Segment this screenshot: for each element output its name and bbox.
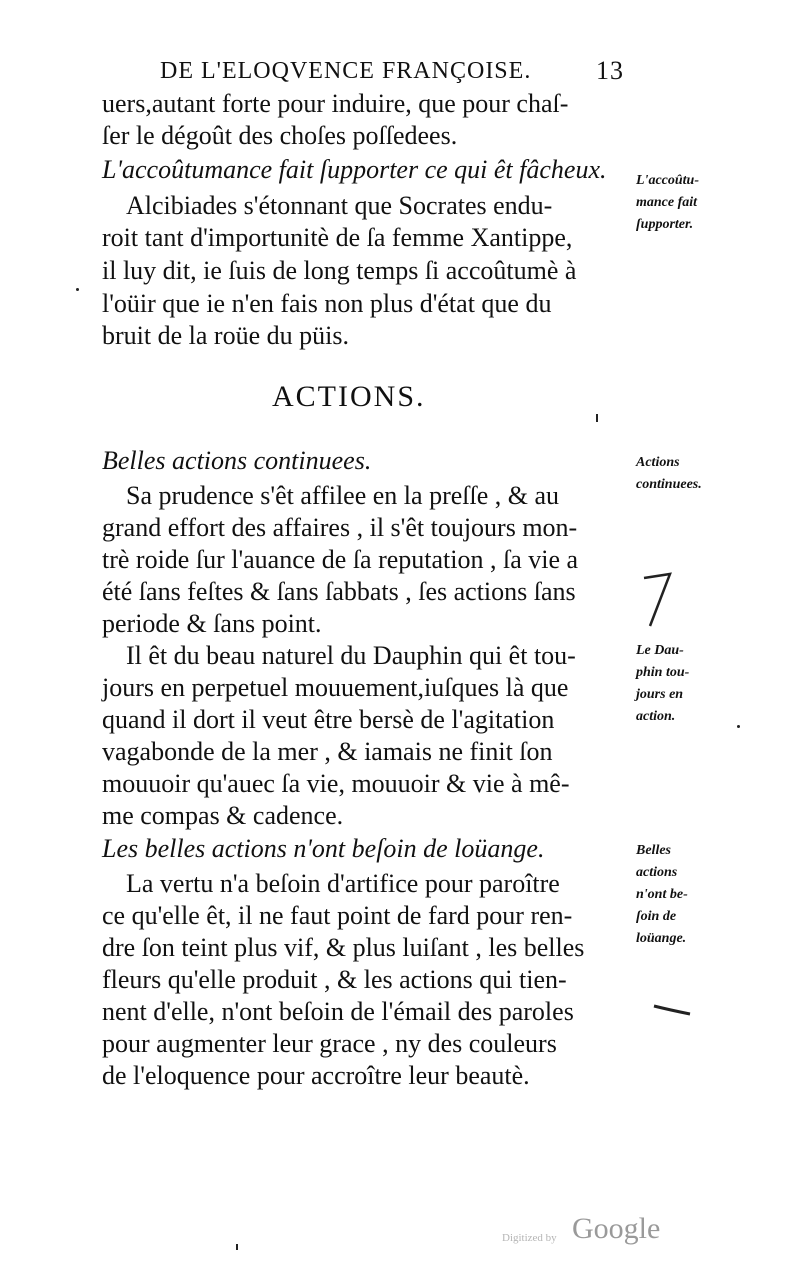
pen-dash-icon xyxy=(650,1000,700,1020)
section-heading: Belles actions continuees. xyxy=(102,446,372,475)
running-title: DE L'ELOQVENCE FRANÇOISE. xyxy=(160,58,532,84)
pen-mark-icon xyxy=(640,570,680,630)
text-line: Il êt du beau naturel du Dauphin qui êt tou- xyxy=(126,641,576,670)
text-line: me compas & cadence. xyxy=(102,801,344,830)
text-line: bruit de la roüe du püis. xyxy=(102,321,349,350)
text-line: jours en perpetuel mouuement,iuſques là que xyxy=(102,673,569,702)
margin-note: Belles actions n'ont be- ſoin de loüange. xyxy=(636,843,688,946)
margin-note: L'accoûtu- mance fait ſupporter. xyxy=(636,173,699,232)
text-line: il luy dit, ie ſuis de long temps ſi accoûtumè à xyxy=(102,256,577,285)
text-line: trè roide ſur l'auance de ſa reputation , ſa vie a xyxy=(102,545,579,574)
text-line: uers,autant forte pour induire, que pour chaſ- xyxy=(102,89,569,118)
text-line: fleurs qu'elle produit , & les actions qui tien- xyxy=(102,965,567,994)
margin-note: Actions continuees. xyxy=(636,455,702,492)
page-number: 13 xyxy=(596,56,624,85)
text-line: grand effort des affaires , il s'êt toujours mon- xyxy=(102,513,578,542)
text-line: La vertu n'a beſoin d'artifice pour paroître xyxy=(126,869,560,898)
ink-speck xyxy=(236,1244,238,1250)
text-line: ſer le dégoût des choſes poſſedees. xyxy=(102,121,458,150)
text-line: mouuoir qu'auec ſa vie, mouuoir & vie à mê- xyxy=(102,769,570,798)
text-line: roit tant d'importunitè de ſa femme Xantippe, xyxy=(102,223,573,252)
text-line: l'oüir que ie n'en fais non plus d'état que du xyxy=(102,289,552,318)
section-heading: Les belles actions n'ont beſoin de loüange. xyxy=(102,834,545,863)
google-watermark: Google xyxy=(572,1212,661,1245)
text-line: vagabonde de la mer , & iamais ne finit ſon xyxy=(102,737,553,766)
text-line: Sa prudence s'êt affilee en la preſſe , & au xyxy=(126,481,560,510)
text-line: ce qu'elle êt, il ne faut point de fard pour ren- xyxy=(102,901,573,930)
text-line: pour augmenter leur grace , ny des couleurs xyxy=(102,1029,557,1058)
digitized-label: Digitized by xyxy=(502,1232,557,1244)
text-line: periode & ſans point. xyxy=(102,609,322,638)
text-line: été ſans feſtes & ſans ſabbats , ſes actions ſans xyxy=(102,577,576,606)
ink-speck xyxy=(737,725,740,728)
text-line: quand il dort il veut être bersè de l'agitation xyxy=(102,705,555,734)
ink-speck xyxy=(76,288,79,291)
section-title: ACTIONS. xyxy=(272,380,426,413)
text-line: dre ſon teint plus vif, & plus luiſant , les belles xyxy=(102,933,585,962)
text-line: nent d'elle, n'ont beſoin de l'émail des paroles xyxy=(102,997,574,1026)
section-heading: L'accoûtumance fait ſupporter ce qui êt fâcheux. xyxy=(102,155,607,184)
margin-note: Le Dau- phin tou- jours en action. xyxy=(636,643,690,724)
text-line: Alcibiades s'étonnant que Socrates endu- xyxy=(126,191,553,220)
ink-speck xyxy=(596,414,598,422)
text-line: de l'eloquence pour accroître leur beautè. xyxy=(102,1061,530,1090)
